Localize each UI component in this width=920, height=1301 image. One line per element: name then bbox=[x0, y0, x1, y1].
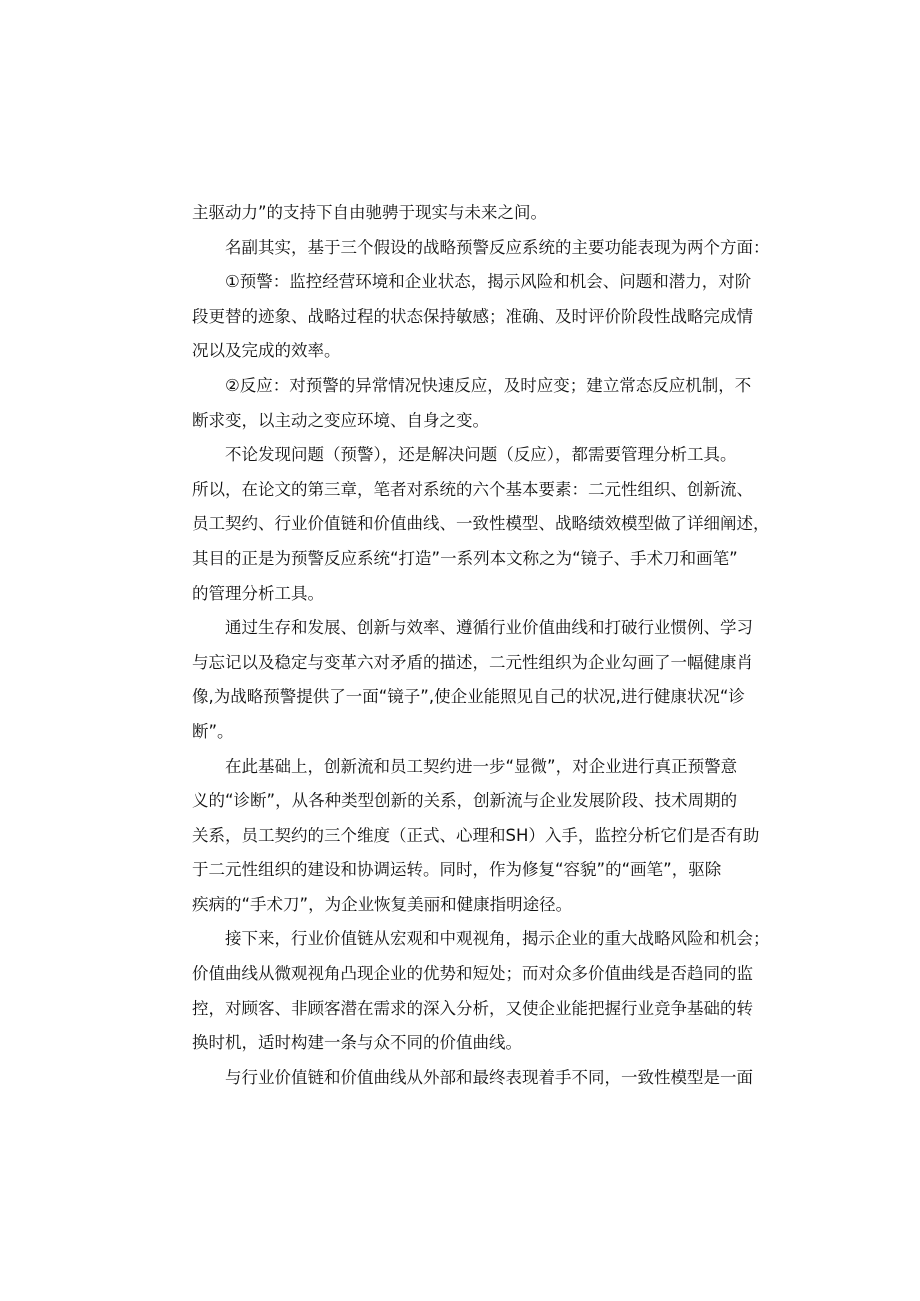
text-line: 其目的正是为预警反应系统“打造”一系列本文称之为“镜子、手术刀和画笔” bbox=[192, 548, 738, 568]
text-line: ①预警：监控经营环境和企业状态，揭示风险和机会、问题和潜力，对阶 bbox=[225, 272, 752, 292]
text-line: 段更替的迹象、战略过程的状态保持敏感；准确、及时评价阶段性战略完成情 bbox=[192, 306, 753, 326]
paragraph bbox=[192, 438, 782, 611]
text-line: 像,为战略预警提供了一面“镜子”,使企业能照见自己的状况,进行健康状况“诊 bbox=[192, 687, 745, 707]
text-line: 控，对顾客、非顾客潜在需求的深入分析，又使企业能把握行业竞争基础的转 bbox=[192, 998, 753, 1018]
paragraph bbox=[192, 231, 782, 266]
text-line: 主驱动力”的支持下自由驰骋于现实与未来之间。 bbox=[192, 203, 548, 222]
text-line: 所以，在论文的第三章，笔者对系统的六个基本要素：二元性组织、创新流、 bbox=[192, 479, 753, 499]
text-line: 员工契约、行业价值链和价值曲线、一致性模型、战略绩效模型做了详细阐述， bbox=[192, 514, 770, 534]
text-line: 与行业价值链和价值曲线从外部和最终表现着手不同，一致性模型是一面 bbox=[225, 1067, 753, 1087]
text-line: 于二元性组织的建设和协调运转。同时，作为修复“容貌”的“画笔”，驱除 bbox=[192, 860, 722, 880]
text-line: 义的“诊断”，从各种类型创新的关系，创新流与企业发展阶段、技术周期的 bbox=[192, 791, 738, 811]
paragraph bbox=[192, 1061, 782, 1096]
paragraph bbox=[192, 369, 782, 438]
text-line: 关系，员工契约的三个维度（正式、心理和SH）入手，监控分析它们是否有助 bbox=[192, 825, 760, 845]
text-line: 在此基础上，创新流和员工契约进一步“显微”，对企业进行真正预警意 bbox=[225, 756, 738, 776]
text-line: 断”。 bbox=[192, 721, 234, 741]
text-line: 接下来，行业价值链从宏观和中观视角，揭示企业的重大战略风险和机会； bbox=[225, 929, 770, 949]
text-line: 换时机，适时构建一条与众不同的价值曲线。 bbox=[192, 1033, 522, 1053]
text-line: ②反应：对预警的异常情况快速反应，及时应变；建立常态反应机制，不 bbox=[225, 375, 752, 395]
text-line: 疾病的“手术刀”，为企业恢复美丽和健康指明途径。 bbox=[192, 894, 573, 914]
body-text bbox=[192, 196, 782, 1095]
paragraph bbox=[192, 922, 782, 1060]
text-line: 通过生存和发展、创新与效率、遵循行业价值曲线和打破行业惯例、学习 bbox=[225, 618, 753, 638]
text-line: 的管理分析工具。 bbox=[192, 583, 324, 603]
text-line: 况以及完成的效率。 bbox=[192, 341, 341, 361]
paragraph bbox=[192, 611, 782, 749]
text-line: 价值曲线从微观视角凸现企业的优势和短处；而对众多价值曲线是否趋同的监 bbox=[192, 964, 753, 984]
text-line: 名副其实，基于三个假设的战略预警反应系统的主要功能表现为两个方面： bbox=[225, 237, 770, 257]
paragraph bbox=[192, 265, 782, 369]
text-line: 与忘记以及稳定与变革六对矛盾的描述，二元性组织为企业勾画了一幅健康肖 bbox=[192, 652, 753, 672]
paragraph bbox=[192, 196, 782, 231]
paragraph bbox=[192, 750, 782, 923]
text-line: 断求变，以主动之变应环境、自身之变。 bbox=[192, 410, 489, 430]
text-line: 不论发现问题（预警），还是解决问题（反应），都需要管理分析工具。 bbox=[225, 445, 737, 465]
